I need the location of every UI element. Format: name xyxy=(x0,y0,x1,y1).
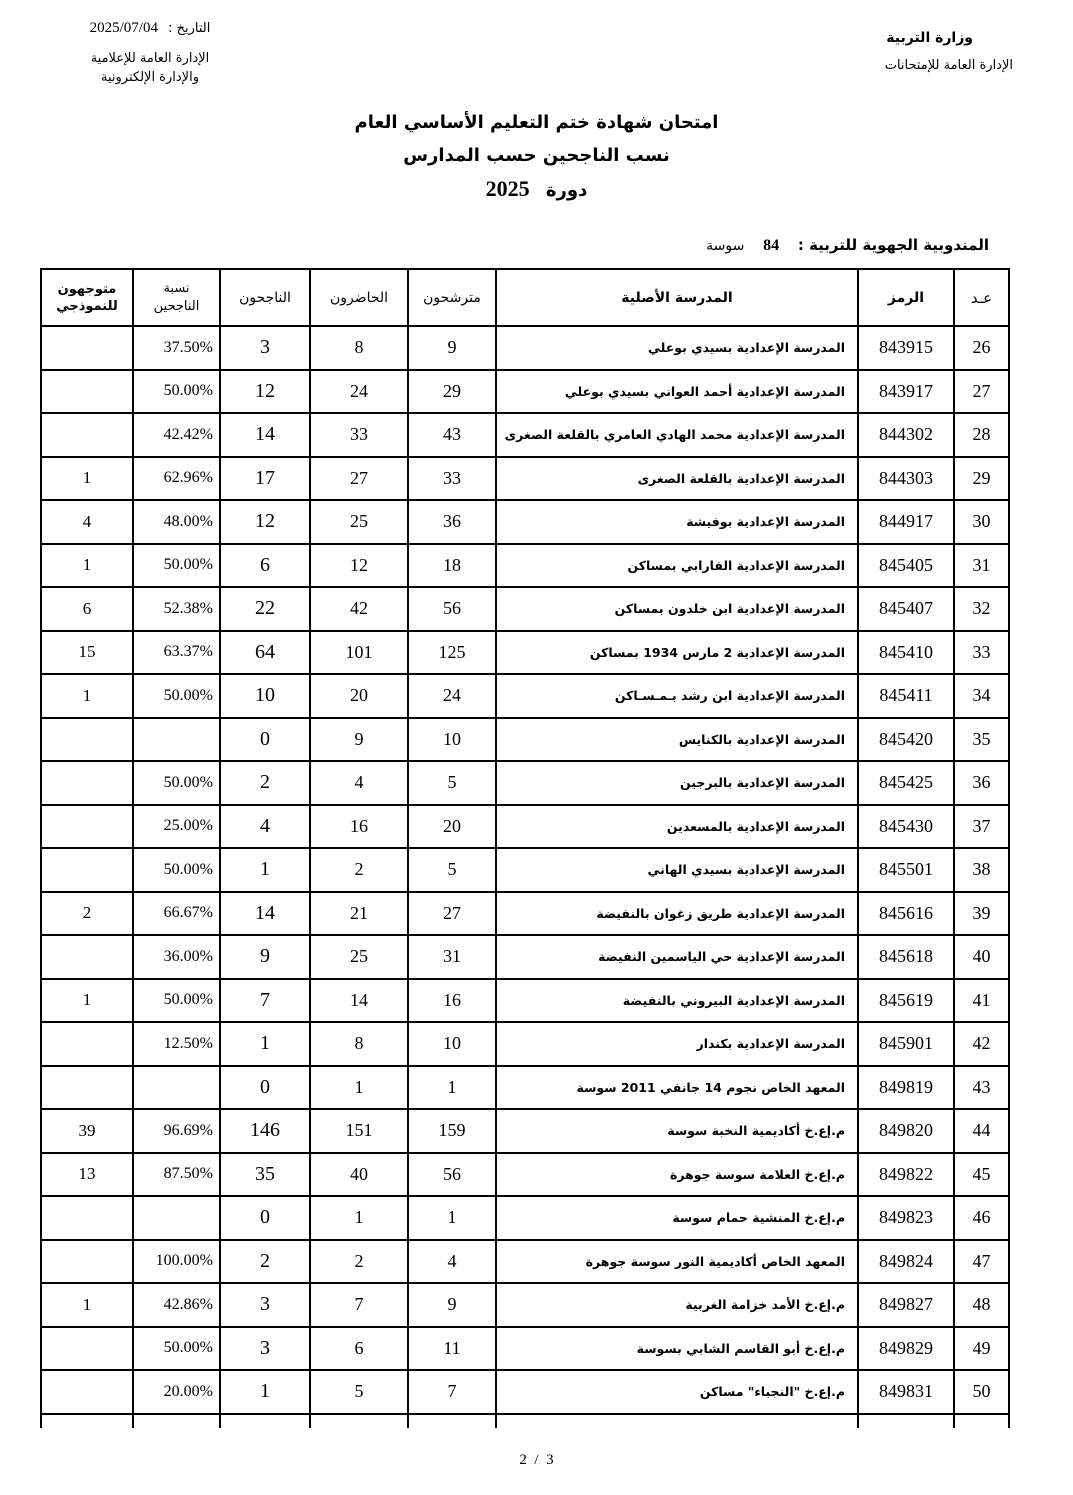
cell-candidates: 33 xyxy=(408,457,496,501)
it-department-line1: الإدارة العامة للإعلامية xyxy=(90,51,210,66)
cell-index: 50 xyxy=(954,1370,1009,1414)
cell-passed: 0 xyxy=(220,1066,310,1110)
ministry-header xyxy=(885,30,1013,73)
cell-code: 849829 xyxy=(858,1327,954,1371)
cell-passed: 22 xyxy=(220,587,310,631)
cell-passed: 6 xyxy=(220,544,310,588)
cell-present: 1 xyxy=(310,1196,408,1240)
cell-candidates: 9 xyxy=(408,1283,496,1327)
cell-passed: 1 xyxy=(220,1370,310,1414)
cell-passed: 4 xyxy=(220,805,310,849)
cell-present: 16 xyxy=(310,805,408,849)
cell-code: 845405 xyxy=(858,544,954,588)
table-row xyxy=(41,1196,1009,1240)
cell-candidates: 5 xyxy=(408,761,496,805)
cell-index: 48 xyxy=(954,1283,1009,1327)
cell-code: 845618 xyxy=(858,935,954,979)
cell-school: المدرسة الإعدادية بسيدي بوعلي xyxy=(496,326,858,370)
cell-code: 845901 xyxy=(858,1022,954,1066)
cell-ratio: 25.00% xyxy=(133,805,220,849)
table-header-row xyxy=(41,269,1009,326)
cell-passed: 146 xyxy=(220,1109,310,1153)
cell-present: 101 xyxy=(310,631,408,675)
session-label: دورة xyxy=(545,180,588,201)
cell-passed: 2 xyxy=(220,1240,310,1284)
cell-ratio: 12.50% xyxy=(133,1022,220,1066)
empty-cell xyxy=(496,1414,858,1428)
empty-cell xyxy=(220,1414,310,1428)
cell-oriented: 39 xyxy=(41,1109,133,1153)
table-row xyxy=(41,1283,1009,1327)
cell-index: 29 xyxy=(954,457,1009,501)
page-separator: / xyxy=(534,1452,539,1468)
cell-candidates: 31 xyxy=(408,935,496,979)
table-row xyxy=(41,457,1009,501)
cell-index: 32 xyxy=(954,587,1009,631)
header-passed: الناجحون xyxy=(220,269,310,326)
cell-passed: 12 xyxy=(220,500,310,544)
cell-oriented xyxy=(41,1066,133,1110)
header-index: عـد xyxy=(954,269,1009,326)
cell-candidates: 1 xyxy=(408,1196,496,1240)
region-label: المندوبية الجهوية للتربية : xyxy=(797,236,989,254)
table-row xyxy=(41,326,1009,370)
cell-index: 34 xyxy=(954,674,1009,718)
cell-passed: 1 xyxy=(220,848,310,892)
cell-oriented: 4 xyxy=(41,500,133,544)
cell-candidates: 20 xyxy=(408,805,496,849)
cell-code: 849827 xyxy=(858,1283,954,1327)
cell-oriented: 1 xyxy=(41,979,133,1023)
cell-school: المدرسة الإعدادية محمد الهادي العامري بالقلعة الصغرى xyxy=(496,413,858,457)
cell-code: 844302 xyxy=(858,413,954,457)
cell-passed: 1 xyxy=(220,1022,310,1066)
cell-passed: 14 xyxy=(220,892,310,936)
cell-index: 36 xyxy=(954,761,1009,805)
exams-department: الإدارة العامة للإمتحانات xyxy=(884,58,1013,73)
cell-passed: 10 xyxy=(220,674,310,718)
table-row xyxy=(41,935,1009,979)
cell-candidates: 24 xyxy=(408,674,496,718)
table-continuation-row xyxy=(41,1414,1009,1428)
cell-code: 849822 xyxy=(858,1153,954,1197)
cell-ratio: 50.00% xyxy=(133,674,220,718)
cell-code: 849824 xyxy=(858,1240,954,1284)
cell-candidates: 56 xyxy=(408,1153,496,1197)
cell-ratio: 50.00% xyxy=(133,1327,220,1371)
table-row xyxy=(41,761,1009,805)
cell-school: المدرسة الإعدادية بالبرجين xyxy=(496,761,858,805)
cell-code: 843915 xyxy=(858,326,954,370)
cell-ratio: 66.67% xyxy=(133,892,220,936)
cell-candidates: 11 xyxy=(408,1327,496,1371)
table-row xyxy=(41,1370,1009,1414)
cell-present: 8 xyxy=(310,1022,408,1066)
cell-school: المدرسة الإعدادية طريق زغوان بالنفيضة xyxy=(496,892,858,936)
date-value: 2025/07/04 xyxy=(89,20,158,36)
header-present: الحاضرون xyxy=(310,269,408,326)
cell-ratio: 42.42% xyxy=(133,413,220,457)
cell-oriented: 6 xyxy=(41,587,133,631)
cell-code: 845501 xyxy=(858,848,954,892)
cell-school: م.إع.خ المنشية حمام سوسة xyxy=(496,1196,858,1240)
cell-present: 33 xyxy=(310,413,408,457)
cell-index: 42 xyxy=(954,1022,1009,1066)
title-line2: نسب الناجحين حسب المدارس xyxy=(403,145,670,166)
cell-oriented xyxy=(41,935,133,979)
cell-passed: 3 xyxy=(220,1327,310,1371)
cell-oriented xyxy=(41,848,133,892)
cell-passed: 7 xyxy=(220,979,310,1023)
cell-school: المدرسة الإعدادية بالمسعدين xyxy=(496,805,858,849)
date-block xyxy=(70,20,230,87)
cell-ratio: 50.00% xyxy=(133,761,220,805)
cell-passed: 0 xyxy=(220,1196,310,1240)
cell-index: 46 xyxy=(954,1196,1009,1240)
cell-code: 844917 xyxy=(858,500,954,544)
session-year: 2025 xyxy=(485,176,530,201)
cell-index: 47 xyxy=(954,1240,1009,1284)
cell-index: 30 xyxy=(954,500,1009,544)
cell-ratio: 37.50% xyxy=(133,326,220,370)
title-line3 xyxy=(0,172,1073,207)
cell-candidates: 18 xyxy=(408,544,496,588)
cell-candidates: 16 xyxy=(408,979,496,1023)
cell-code: 843917 xyxy=(858,370,954,414)
cell-present: 14 xyxy=(310,979,408,1023)
cell-candidates: 10 xyxy=(408,1022,496,1066)
page-total: 3 xyxy=(546,1452,554,1468)
cell-present: 4 xyxy=(310,761,408,805)
cell-school: المعهد الخاص أكاديمية النور سوسة جوهرة xyxy=(496,1240,858,1284)
cell-school: المدرسة الإعدادية أحمد العواني بسيدي بوعلي xyxy=(496,370,858,414)
date-label: التاريخ : xyxy=(168,21,211,36)
page-current: 2 xyxy=(519,1452,527,1468)
cell-school: المدرسة الإعدادية البيروني بالنفيضة xyxy=(496,979,858,1023)
cell-school: المدرسة الإعدادية ابن رشد بـمـسـاكن xyxy=(496,674,858,718)
cell-code: 845411 xyxy=(858,674,954,718)
cell-passed: 2 xyxy=(220,761,310,805)
table-row xyxy=(41,544,1009,588)
cell-oriented xyxy=(41,761,133,805)
document-titles xyxy=(0,106,1073,207)
region-line xyxy=(706,236,989,255)
empty-cell xyxy=(133,1414,220,1428)
cell-candidates: 7 xyxy=(408,1370,496,1414)
cell-oriented xyxy=(41,1327,133,1371)
cell-oriented: 1 xyxy=(41,457,133,501)
empty-cell xyxy=(408,1414,496,1428)
empty-cell xyxy=(954,1414,1009,1428)
cell-passed: 14 xyxy=(220,413,310,457)
cell-present: 24 xyxy=(310,370,408,414)
cell-school: المدرسة الإعدادية بالكنايس xyxy=(496,718,858,762)
cell-school: المدرسة الإعدادية الفارابي بمساكن xyxy=(496,544,858,588)
cell-oriented xyxy=(41,1022,133,1066)
cell-present: 25 xyxy=(310,500,408,544)
results-table xyxy=(40,268,1010,1428)
cell-ratio: 50.00% xyxy=(133,544,220,588)
cell-passed: 3 xyxy=(220,1283,310,1327)
cell-ratio: 62.96% xyxy=(133,457,220,501)
cell-ratio: 63.37% xyxy=(133,631,220,675)
cell-candidates: 125 xyxy=(408,631,496,675)
cell-candidates: 29 xyxy=(408,370,496,414)
cell-school: م.إع.خ أبو القاسم الشابي بسوسة xyxy=(496,1327,858,1371)
cell-school: م.إع.خ العلامة سوسة جوهرة xyxy=(496,1153,858,1197)
cell-ratio: 50.00% xyxy=(133,979,220,1023)
cell-oriented xyxy=(41,805,133,849)
cell-oriented xyxy=(41,326,133,370)
cell-school: المدرسة الإعدادية بوفيشة xyxy=(496,500,858,544)
cell-passed: 9 xyxy=(220,935,310,979)
table-row xyxy=(41,1022,1009,1066)
title-line1: امتحان شهادة ختم التعليم الأساسي العام xyxy=(354,112,719,133)
header-oriented: متوجهون للنموذجي xyxy=(41,269,133,326)
cell-ratio: 36.00% xyxy=(133,935,220,979)
cell-oriented: 1 xyxy=(41,1283,133,1327)
cell-passed: 64 xyxy=(220,631,310,675)
cell-index: 40 xyxy=(954,935,1009,979)
cell-present: 7 xyxy=(310,1283,408,1327)
cell-ratio xyxy=(133,1066,220,1110)
table-row xyxy=(41,413,1009,457)
cell-code: 845619 xyxy=(858,979,954,1023)
table-row xyxy=(41,1153,1009,1197)
cell-index: 37 xyxy=(954,805,1009,849)
cell-present: 12 xyxy=(310,544,408,588)
cell-present: 9 xyxy=(310,718,408,762)
cell-index: 41 xyxy=(954,979,1009,1023)
empty-cell xyxy=(858,1414,954,1428)
cell-ratio xyxy=(133,1196,220,1240)
cell-passed: 17 xyxy=(220,457,310,501)
region-code: 84 xyxy=(763,237,780,254)
cell-code: 845425 xyxy=(858,761,954,805)
cell-school: م.إع.خ أكاديمية النخبة سوسة xyxy=(496,1109,858,1153)
cell-code: 844303 xyxy=(858,457,954,501)
cell-present: 5 xyxy=(310,1370,408,1414)
cell-school: المدرسة الإعدادية 2 مارس 1934 بمساكن xyxy=(496,631,858,675)
header-candidates: مترشحون xyxy=(408,269,496,326)
cell-school: المدرسة الإعدادية بسيدي الهاني xyxy=(496,848,858,892)
ministry-name: وزارة التربية xyxy=(886,30,973,46)
table-row xyxy=(41,979,1009,1023)
page-number xyxy=(0,1452,1073,1469)
cell-code: 845430 xyxy=(858,805,954,849)
cell-oriented xyxy=(41,718,133,762)
cell-present: 42 xyxy=(310,587,408,631)
cell-index: 27 xyxy=(954,370,1009,414)
cell-candidates: 9 xyxy=(408,326,496,370)
cell-oriented: 2 xyxy=(41,892,133,936)
cell-ratio: 96.69% xyxy=(133,1109,220,1153)
cell-oriented: 13 xyxy=(41,1153,133,1197)
table-row xyxy=(41,587,1009,631)
table-row xyxy=(41,370,1009,414)
table-row xyxy=(41,500,1009,544)
cell-index: 26 xyxy=(954,326,1009,370)
cell-present: 25 xyxy=(310,935,408,979)
empty-cell xyxy=(310,1414,408,1428)
empty-cell xyxy=(41,1414,133,1428)
cell-oriented xyxy=(41,1370,133,1414)
cell-oriented: 1 xyxy=(41,674,133,718)
cell-candidates: 27 xyxy=(408,892,496,936)
cell-candidates: 159 xyxy=(408,1109,496,1153)
cell-index: 43 xyxy=(954,1066,1009,1110)
cell-school: المدرسة الإعدادية ابن خلدون بمساكن xyxy=(496,587,858,631)
table-row xyxy=(41,892,1009,936)
table-row xyxy=(41,674,1009,718)
cell-ratio: 20.00% xyxy=(133,1370,220,1414)
cell-candidates: 5 xyxy=(408,848,496,892)
cell-candidates: 56 xyxy=(408,587,496,631)
table-row xyxy=(41,1109,1009,1153)
cell-present: 21 xyxy=(310,892,408,936)
header-code: الرمز xyxy=(858,269,954,326)
cell-present: 8 xyxy=(310,326,408,370)
region-name: سوسة xyxy=(706,238,745,254)
cell-ratio xyxy=(133,718,220,762)
table-row xyxy=(41,805,1009,849)
cell-school: المدرسة الإعدادية بالقلعة الصغرى xyxy=(496,457,858,501)
header-ratio: نسبة الناجحين xyxy=(133,269,220,326)
cell-ratio: 100.00% xyxy=(133,1240,220,1284)
table-row xyxy=(41,718,1009,762)
cell-present: 27 xyxy=(310,457,408,501)
cell-code: 849819 xyxy=(858,1066,954,1110)
cell-school: م.إع.خ الأمد خزامة الغربية xyxy=(496,1283,858,1327)
cell-index: 45 xyxy=(954,1153,1009,1197)
cell-oriented xyxy=(41,413,133,457)
cell-present: 1 xyxy=(310,1066,408,1110)
cell-index: 38 xyxy=(954,848,1009,892)
cell-index: 44 xyxy=(954,1109,1009,1153)
cell-code: 849831 xyxy=(858,1370,954,1414)
cell-index: 49 xyxy=(954,1327,1009,1371)
cell-school: المدرسة الإعدادية بكندار xyxy=(496,1022,858,1066)
cell-candidates: 36 xyxy=(408,500,496,544)
table-row xyxy=(41,1240,1009,1284)
cell-school: المدرسة الإعدادية حي الياسمين النفيضة xyxy=(496,935,858,979)
cell-oriented: 1 xyxy=(41,544,133,588)
cell-code: 849823 xyxy=(858,1196,954,1240)
cell-passed: 0 xyxy=(220,718,310,762)
cell-candidates: 1 xyxy=(408,1066,496,1110)
cell-present: 2 xyxy=(310,1240,408,1284)
cell-school: م.إع.خ "النجباء" مساكن xyxy=(496,1370,858,1414)
it-department-line2: والإدارة الإلكترونية xyxy=(101,70,199,85)
table-row xyxy=(41,631,1009,675)
cell-ratio: 42.86% xyxy=(133,1283,220,1327)
cell-oriented xyxy=(41,1196,133,1240)
date-line xyxy=(70,20,230,37)
cell-passed: 12 xyxy=(220,370,310,414)
cell-code: 845407 xyxy=(858,587,954,631)
cell-candidates: 10 xyxy=(408,718,496,762)
cell-present: 20 xyxy=(310,674,408,718)
cell-candidates: 43 xyxy=(408,413,496,457)
table-row xyxy=(41,1066,1009,1110)
cell-ratio: 87.50% xyxy=(133,1153,220,1197)
cell-code: 849820 xyxy=(858,1109,954,1153)
cell-index: 33 xyxy=(954,631,1009,675)
cell-ratio: 52.38% xyxy=(133,587,220,631)
cell-code: 845420 xyxy=(858,718,954,762)
cell-index: 35 xyxy=(954,718,1009,762)
cell-code: 845616 xyxy=(858,892,954,936)
cell-index: 39 xyxy=(954,892,1009,936)
cell-oriented: 15 xyxy=(41,631,133,675)
cell-ratio: 50.00% xyxy=(133,370,220,414)
it-department xyxy=(70,49,230,87)
cell-index: 28 xyxy=(954,413,1009,457)
cell-present: 6 xyxy=(310,1327,408,1371)
cell-present: 151 xyxy=(310,1109,408,1153)
cell-present: 40 xyxy=(310,1153,408,1197)
cell-present: 2 xyxy=(310,848,408,892)
cell-code: 845410 xyxy=(858,631,954,675)
cell-passed: 35 xyxy=(220,1153,310,1197)
cell-school: المعهد الخاص نجوم 14 جانفي 2011 سوسة xyxy=(496,1066,858,1110)
cell-passed: 3 xyxy=(220,326,310,370)
cell-oriented xyxy=(41,370,133,414)
cell-index: 31 xyxy=(954,544,1009,588)
cell-candidates: 4 xyxy=(408,1240,496,1284)
cell-oriented xyxy=(41,1240,133,1284)
cell-ratio: 48.00% xyxy=(133,500,220,544)
header-school: المدرسة الأصلية xyxy=(496,269,858,326)
table-row xyxy=(41,1327,1009,1371)
table-row xyxy=(41,848,1009,892)
cell-ratio: 50.00% xyxy=(133,848,220,892)
